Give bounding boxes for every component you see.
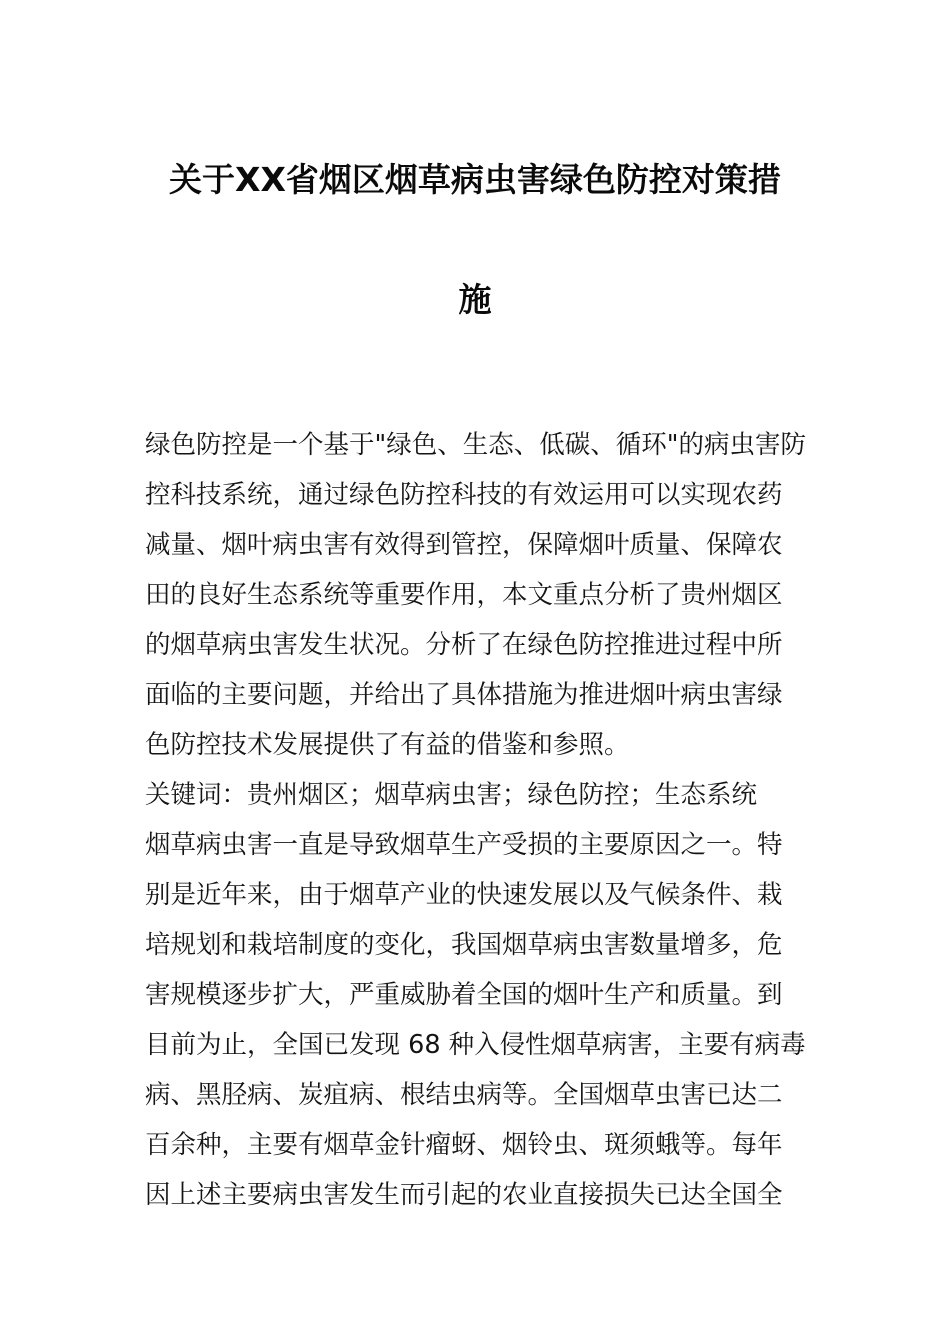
keywords-line: 关键词：贵州烟区；烟草病虫害；绿色防控；生态系统 (145, 780, 758, 810)
body-line: 害规模逐步扩大，严重威胁着全国的烟叶生产和质量。到 (145, 980, 783, 1010)
abstract-line: 控科技系统，通过绿色防控科技的有效运用可以实现农药 (145, 480, 783, 510)
document-title-line-1: 关于XX省烟区烟草病虫害绿色防控对策措 (169, 160, 781, 199)
abstract-line: 色防控技术发展提供了有益的借鉴和参照。 (145, 730, 630, 760)
body-line: 病、黑胫病、炭疽病、根结虫病等。全国烟草虫害已达二 (145, 1080, 783, 1110)
abstract-line: 减量、烟叶病虫害有效得到管控，保障烟叶质量、保障农 (145, 530, 783, 560)
abstract-line: 面临的主要问题，并给出了具体措施为推进烟叶病虫害绿 (145, 680, 783, 710)
body-line: 烟草病虫害一直是导致烟草生产受损的主要原因之一。特 (145, 830, 783, 860)
body-line: 别是近年来，由于烟草产业的快速发展以及气候条件、栽 (145, 880, 783, 910)
abstract-line: 的烟草病虫害发生状况。分析了在绿色防控推进过程中所 (145, 630, 783, 660)
abstract-line: 绿色防控是一个基于"绿色、生态、低碳、循环"的病虫害防 (145, 430, 806, 460)
document-title-line-2: 施 (458, 280, 492, 319)
body-line: 培规划和栽培制度的变化，我国烟草病虫害数量增多，危 (145, 930, 783, 960)
abstract-line: 田的良好生态系统等重要作用，本文重点分析了贵州烟区 (145, 580, 783, 610)
body-line: 因上述主要病虫害发生而引起的农业直接损失已达全国全 (145, 1180, 783, 1210)
body-line: 百余种，主要有烟草金针瘤蚜、烟铃虫、斑须蛾等。每年 (145, 1130, 783, 1160)
document-body (145, 420, 810, 1220)
body-line: 目前为止，全国已发现 68 种入侵性烟草病害，主要有病毒 (145, 1030, 806, 1060)
